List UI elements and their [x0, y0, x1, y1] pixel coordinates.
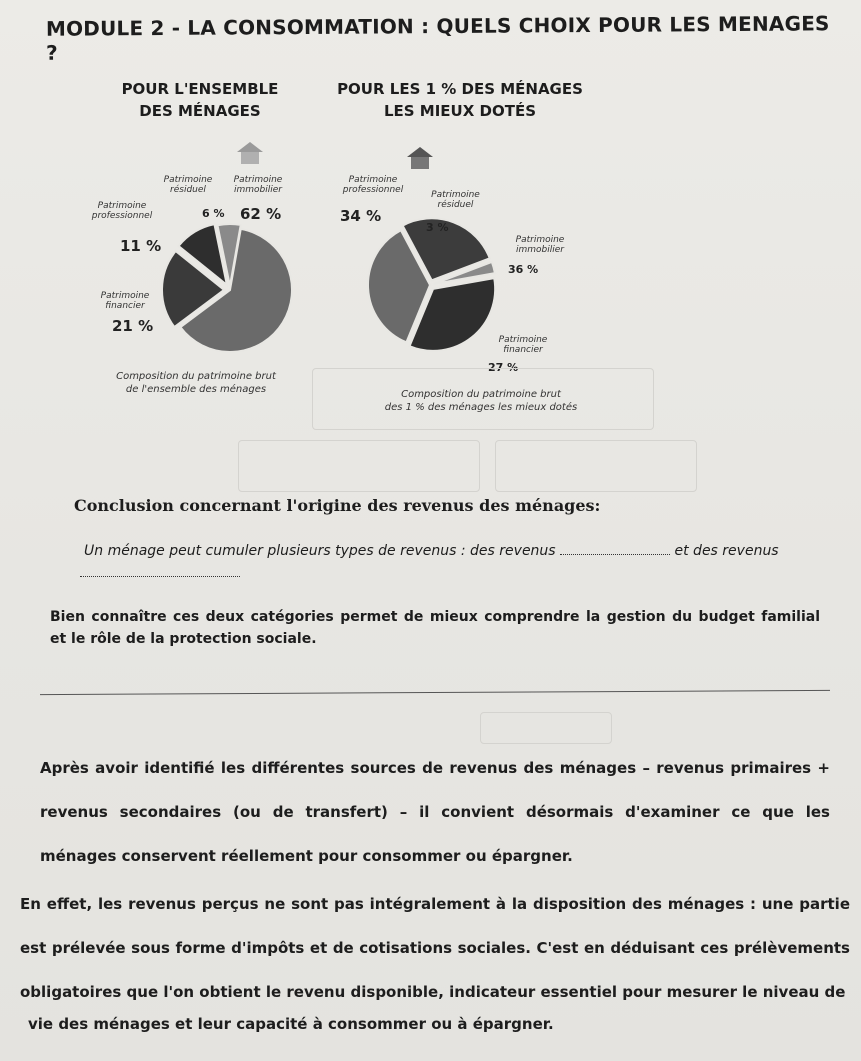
right-label-professionnel: Patrimoine professionnel: [342, 175, 404, 195]
faint-box-2: [495, 440, 697, 492]
left-label-financier: Patrimoine financier: [100, 291, 150, 311]
faint-box: [238, 440, 480, 492]
right-value-immobilier: 36 %: [508, 263, 539, 276]
right-heading-line2: LES MIEUX DOTÉS: [383, 102, 537, 120]
right-label-residuel: Patrimoine résiduel: [431, 190, 480, 210]
blank-revenus-secondaires[interactable]: [80, 562, 240, 577]
left-caption-line2: de l'ensemble des ménages: [125, 384, 267, 395]
conclusion-line1-end: et des revenus: [674, 543, 779, 559]
left-label-residuel: Patrimoine résiduel: [163, 175, 213, 195]
right-chart-heading: [330, 78, 590, 122]
blank-revenus-primaires[interactable]: [560, 554, 670, 555]
left-caption-line1: Composition du patrimoine brut: [116, 371, 276, 382]
left-label-immobilier: Patrimoine immobilier: [233, 175, 283, 195]
page-title: MODULE 2 - LA CONSOMMATION : QUELS CHOIX POUR LES MENAGES ?: [45, 11, 830, 65]
right-value-residuel: 3 %: [426, 221, 449, 234]
paragraph-1: Après avoir identifié les différentes sources de revenus des ménages – revenus primaires + revenus secondaires (ou de transfert) – il convient désormais d'examiner ce que les ménages conservent réellement pour consommer ou épargner.: [40, 759, 830, 865]
left-value-financier: 21 %: [112, 317, 154, 335]
right-label-financier: Patrimoine financier: [498, 335, 548, 355]
faint-box-3: [480, 712, 612, 744]
right-chart-caption: [316, 388, 646, 414]
pie-charts-area: [90, 135, 590, 375]
left-value-immobilier: 62 %: [240, 205, 282, 223]
left-chart-heading: [110, 78, 290, 122]
left-label-professionnel: Patrimoine professionnel: [91, 201, 153, 221]
left-chart-caption: [96, 370, 296, 396]
left-value-professionnel: 11 %: [120, 237, 162, 255]
right-value-financier: 27 %: [488, 361, 519, 374]
paragraph-2: En effet, les revenus perçus ne sont pas intégralement à la disposition des ménages : une partie est prélevée sous forme d'impôts et de cotisations sociales. C'est en déduisant ces prélèvements obligatoires que l'on obtient le revenu disponible, indicateur essentiel pour mesurer le niveau de: [20, 895, 850, 1001]
right-caption-line1: Composition du patrimoine brut: [401, 389, 561, 400]
right-caption-line2: des 1 % des ménages les mieux dotés: [384, 402, 578, 413]
separator-line: [40, 690, 830, 695]
conclusion-heading: Conclusion concernant l'origine des revenus des ménages:: [74, 496, 601, 515]
conclusion-para2: Bien connaître ces deux catégories permet de mieux comprendre la gestion du budget familial et le rôle de la protection sociale.: [50, 609, 820, 647]
conclusion-line1-start: Un ménage peut cumuler plusieurs types de revenus : des revenus: [84, 543, 556, 559]
right-heading-line1: POUR LES 1 % DES MÉNAGES: [337, 80, 583, 98]
paragraph-3: vie des ménages et leur capacité à consommer ou à épargner.: [28, 1015, 554, 1033]
left-heading-line1: POUR L'ENSEMBLE: [121, 80, 279, 98]
left-value-residuel: 6 %: [202, 207, 225, 220]
left-heading-line2: DES MÉNAGES: [139, 102, 261, 120]
right-value-professionnel: 34 %: [340, 207, 382, 225]
right-label-immobilier: Patrimoine immobilier: [515, 235, 565, 255]
conclusion-line1: [84, 540, 844, 562]
